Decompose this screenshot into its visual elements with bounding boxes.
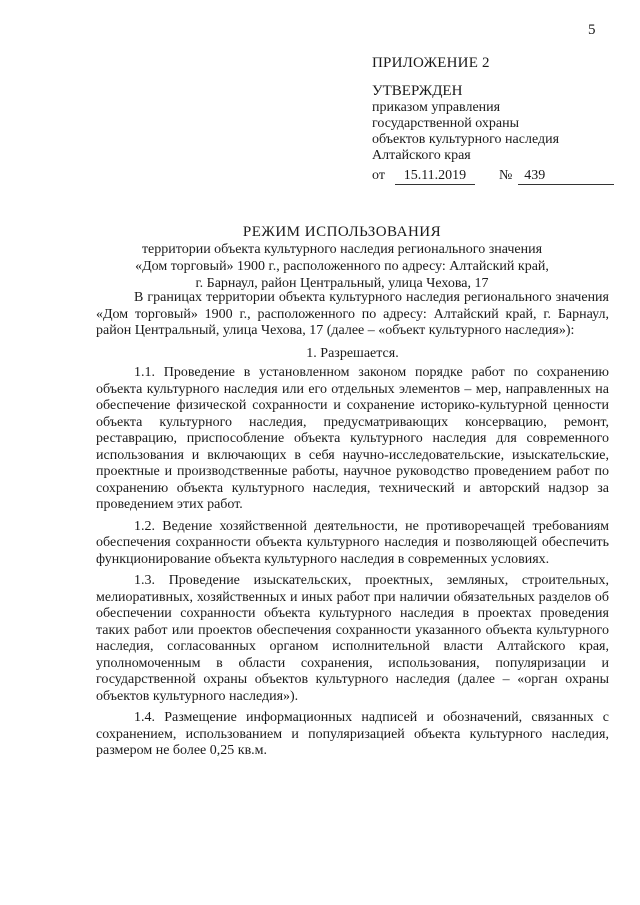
number-sign: № [498, 168, 513, 183]
approval-line: государственной охраны [372, 116, 520, 131]
list-item: 1.1. Проведение в установленном законом порядке работ по сохранению объекта культурного наследия или его отдельных элементов – мер, направленных на обеспечение физической сохранности и сохранение историко-культурной ценности объекта культурного наследия, предусматривающих консервацию, ремонт, реставрацию, приспособление объекта культурного наследия для современного использования и включающих в себя научно-исследовательские, изыскательские, проектные и производственные работы, научное руководство проведением работ по сохранению объекта культурного наследия, технический и авторский надзор за проведением этих работ. [96, 365, 609, 512]
approval-block [372, 55, 632, 185]
subtitle-line: «Дом торговый» 1900 г., расположенного по адресу: Алтайский край, [135, 259, 549, 274]
document-body [96, 290, 609, 765]
list-item: 1.3. Проведение изыскательских, проектных, земляных, строительных, мелиоративных, хозяйственных и иных работ при наличии обязательных разделов об обеспечении сохранности объекта культурного наследия в проектах проведения таких работ или проектов обеспечения сохранности указанного объекта культурного наследия, согласованных органом исполнительной власти Алтайского края, уполномоченным в области сохранения, использования, популяризации и государственной охраны объектов культурного наследия (далее – «орган охраны объектов культурного наследия»). [96, 573, 609, 704]
list-item: 1.2. Ведение хозяйственной деятельности, не противоречащей требованиям обеспечения сохранности объекта культурного наследия и позволяющей обеспечить функционирование объекта культурного наследия в современных условиях. [96, 518, 609, 567]
approved-label: УТВЕРЖДЕН [372, 83, 463, 99]
approval-line: объектов культурного наследия [372, 132, 560, 147]
document-title: РЕЖИМ ИСПОЛЬЗОВАНИЯ [242, 224, 442, 240]
order-date: 15.11.2019 [395, 168, 475, 185]
approval-line: приказом управления [372, 100, 501, 115]
order-number: 439 [518, 168, 614, 185]
list-item: 1.4. Размещение информационных надписей и обозначений, связанных с сохранением, использованием и популяризацией объекта культурного наследия, размером не более 0,25 кв.м. [96, 710, 609, 758]
subtitle-line: территории объекта культурного наследия регионального значения [141, 242, 543, 257]
order-line [372, 168, 632, 185]
appendix-label: ПРИЛОЖЕНИЕ 2 [372, 55, 490, 71]
subtitle-line: г. Барнаул, район Центральный, улица Чехова, 17 [195, 276, 489, 291]
intro-paragraph: В границах территории объекта культурного наследия регионального значения «Дом торговый» 1900 г., расположенного по адресу: Алтайский край, г. Барнаул, район Центральный, улица Чехова, 17 (далее – «объект культурного наследия»): [96, 290, 609, 338]
approval-line: Алтайского края [372, 148, 471, 163]
section-heading: 1. Разрешается. [306, 345, 399, 361]
document-title-block [96, 224, 588, 291]
date-prefix: от [372, 168, 385, 183]
page-number: 5 [588, 22, 596, 38]
